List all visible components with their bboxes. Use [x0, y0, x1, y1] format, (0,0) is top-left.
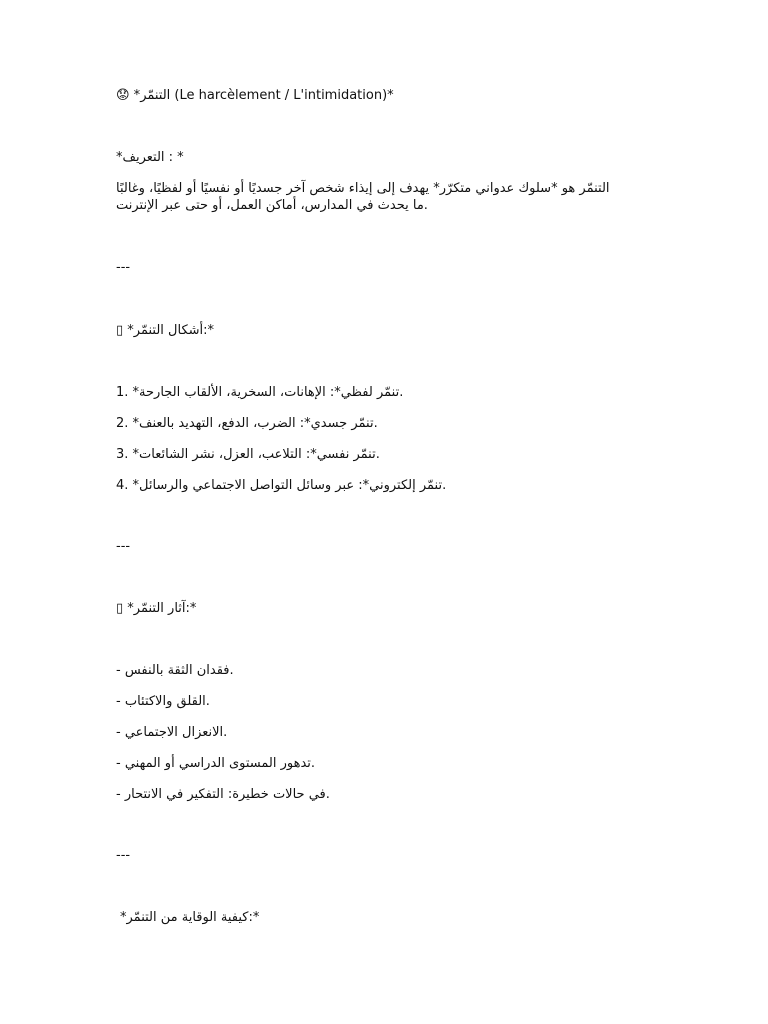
list-item-effect-4: - تدهور المستوى الدراسي أو المهني.	[116, 756, 316, 771]
separator-3: ---	[116, 848, 131, 863]
definition-paragraph	[116, 180, 676, 214]
definition-heading: *التعريف : *	[116, 150, 184, 165]
list-item-effect-1: - فقدان الثقة بالنفس.	[116, 663, 234, 678]
separator-1: ---	[116, 260, 131, 275]
list-item-effect-5: - في حالات خطيرة: التفكير في الانتحار.	[116, 787, 330, 802]
forms-heading: ▯ *أشكال التنمّر:*	[116, 323, 215, 338]
definition-line-1: التنمّر هو *سلوك عدواني متكرّر* يهدف إلى إيذاء شخص آخر جسديًا أو نفسيًا أو لفظيًا، وغالبًا	[116, 181, 610, 196]
list-item-effect-3: - الانعزال الاجتماعي.	[116, 725, 228, 740]
document-title: 😟 *التنمّر (Le harcèlement / L'intimidation)*	[116, 88, 394, 103]
separator-2: ---	[116, 539, 131, 554]
list-item-form-1: 1. *تنمّر لفظي*: الإهانات، السخرية، الألقاب الجارحة.	[116, 385, 404, 400]
list-item-form-4: 4. *تنمّر إلكتروني*: عبر وسائل التواصل الاجتماعي والرسائل.	[116, 478, 447, 493]
definition-line-2: ما يحدث في المدارس، أماكن العمل، أو حتى عبر الإنترنت.	[116, 198, 428, 213]
list-item-form-3: 3. *تنمّر نفسي*: التلاعب، العزل، نشر الشائعات.	[116, 447, 380, 462]
list-item-effect-2: - القلق والاكتئاب.	[116, 694, 210, 709]
list-item-form-2: 2. *تنمّر جسدي*: الضرب، الدفع، التهديد بالعنف.	[116, 416, 378, 431]
effects-heading: ▯ *آثار التنمّر:*	[116, 601, 197, 616]
prevention-heading: *كيفية الوقاية من التنمّر:*	[120, 910, 260, 925]
